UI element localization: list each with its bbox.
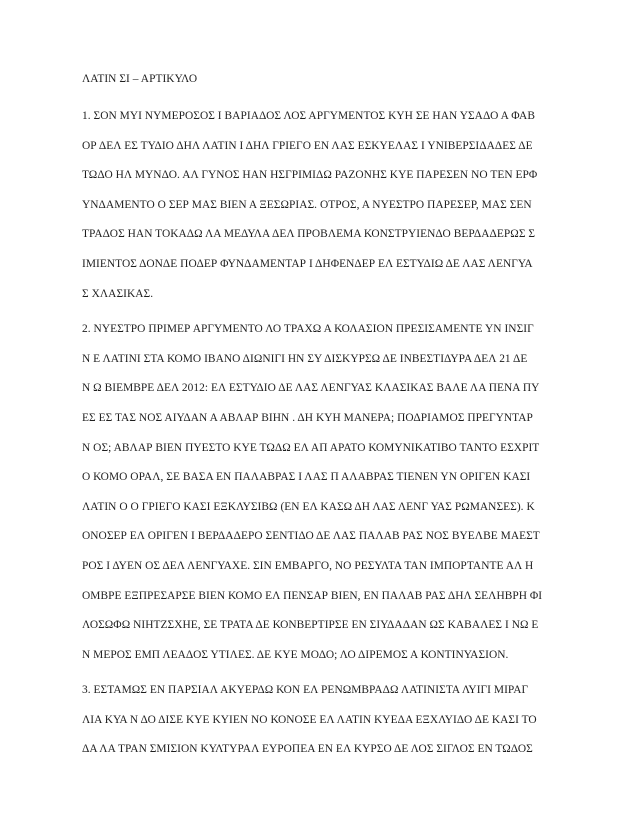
text-line: ΥΝΔΑΜΕΝΤΟ Ο ΣΕΡ ΜΑΣ ΒΙΕΝ Α ΞΕΣΩΡΙΑΣ. ΟΤΡΟΣ, Α ΝΥΕΣΤΡΟ ΠΑΡΕΣΕΡ, ΜΑΣ ΣΕΝ bbox=[82, 198, 532, 211]
paragraph-list bbox=[82, 102, 562, 765]
text-line: ΡΟΣ Ι ΔΥΕΝ ΟΣ ΔΕΛ ΛΕΝΓΥΑΧΕ. ΣΙΝ ΕΜΒΑΡΓΟ, ΝΟ ΡΕΣΥΛΤΑ ΤΑΝ ΙΜΠΟΡΤΑΝΤΕ ΑΛ Η bbox=[82, 559, 534, 572]
text-line: ΙΜΙΕΝΤΟΣ ΔΟΝΔΕ ΠΟΔΕΡ ΦΥΝΔΑΜΕΝΤΑΡ Ι ΔΗΦΕΝΔΕΡ ΕΛ ΕΣΤΥΔΙΩ ΔΕ ΛΑΣ ΛΕΝΓΥΑ bbox=[82, 257, 533, 270]
document-body bbox=[82, 66, 562, 771]
text-line: ΟΡ ΔΕΛ ΕΣ ΤΥΔΙΟ ΔΗΛ ΛΑΤΙΝ Ι ΔΗΛ ΓΡΙΕΓΟ ΕΝ ΛΑΣ ΕΣΚΥΕΛΑΣ Ι ΥΝΙΒΕΡΣΙΔΑΔΕΣ ΔΕ bbox=[82, 139, 533, 152]
text-line: ΤΡΑΔΟΣ ΗΑΝ ΤΟΚΑΔΩ ΛΑ ΜΕΔΥΛΑ ΔΕΛ ΠΡΟΒΛΕΜΑ ΚΟΝΣΤΡΥΙΕΝΔΟ ΒΕΡΔΑΔΕΡΩΣ Σ bbox=[82, 228, 536, 241]
text-line: ΟΜΒΡΕ ΕΞΠΡΕΣΑΡΣΕ ΒΙΕΝ ΚΟΜΟ ΕΛ ΠΕΝΣΑΡ ΒΙΕΝ, ΕΝ ΠΑΛΑΒ ΡΑΣ ΔΗΛ ΣΕΛΗΒΡΗ ΦΙ bbox=[82, 589, 543, 602]
text-line: Ν ΟΣ; ΑΒΛΑΡ ΒΙΕΝ ΠΥΕΣΤΟ ΚΥΕ ΤΩΔΩ ΕΛ ΑΠ ΑΡΑΤΟ ΚΟΜΥΝΙΚΑΤΙΒΟ ΤΑΝΤΟ ΕΣΧΡΙΤ bbox=[82, 441, 540, 454]
paragraph bbox=[82, 102, 562, 309]
text-line: Σ ΧΛΑΣΙΚΑΣ. bbox=[82, 287, 154, 300]
text-line: 2. ΝΥΕΣΤΡΟ ΠΡΙΜΕΡ ΑΡΓΥΜΕΝΤΟ ΛΟ ΤΡΑΧΩ Α ΚΟΛΑΣΙΟΝ ΠΡΕΣΙΣΑΜΕΝΤΕ ΥΝ ΙΝΣΙΓ bbox=[82, 323, 534, 336]
document-title: ΛΑΤΙΝ ΣΙ – ΑΡΤΙΚΥΛΟ bbox=[82, 73, 198, 85]
text-line: Ν ΜΕΡΟΣ ΕΜΠ ΛΕΑΔΟΣ ΥΤΙΛΕΣ. ΔΕ ΚΥΕ ΜΟΔΟ; ΛΟ ΔΙΡΕΜΟΣ Α ΚΟΝΤΙΝΥΑΣΙΟΝ. bbox=[82, 648, 509, 661]
text-line: ΕΣ ΕΣ ΤΑΣ ΝΟΣ ΑΙΥΔΑΝ Α ΑΒΛΑΡ ΒΙΗΝ . ΔΗ ΚΥΗ ΜΑΝΕΡΑ; ΠΟΔΡΙΑΜΟΣ ΠΡΕΓΥΝΤΑΡ bbox=[82, 411, 533, 424]
text-line: 1. ΣΟΝ ΜΥΙ ΝΥΜΕΡΟΣΟΣ Ι ΒΑΡΙΑΔΟΣ ΛΟΣ ΑΡΓΥΜΕΝΤΟΣ ΚΥΗ ΣΕ ΗΑΝ ΥΣΑΔΟ Α ΦΑΒ bbox=[82, 110, 535, 122]
text-line: ΛΙΑ ΚΥΑ Ν ΔΟ ΔΙΣΕ ΚΥΕ ΚΥΙΕΝ ΝΟ ΚΟΝΟΣΕ ΕΛ ΛΑΤΙΝ ΚΥΕΔΑ ΕΞΧΛΥΙΔΟ ΔΕ ΚΑΣΙ ΤΟ bbox=[82, 713, 537, 726]
text-line: ΛΟΣΩΦΩ ΝΙΗΤΖΣΧΗΕ, ΣΕ ΤΡΑΤΑ ΔΕ ΚΟΝΒΕΡΤΙΡΣΕ ΕΝ ΣΙΥΔΑΔΑΝ ΩΣ ΚΑΒΑΛΕΣ Ι ΝΩ Ε bbox=[82, 619, 539, 632]
text-line: Ο ΚΟΜΟ ΟΡΑΛ, ΣΕ ΒΑΣΑ ΕΝ ΠΑΛΑΒΡΑΣ Ι ΛΑΣ Π ΑΛΑΒΡΑΣ ΤΙΕΝΕΝ ΥΝ ΟΡΙΓΕΝ ΚΑΣΙ bbox=[82, 471, 531, 484]
paragraph bbox=[82, 315, 562, 670]
text-line: ΟΝΟΣΕΡ ΕΛ ΟΡΙΓΕΝ Ι ΒΕΡΔΑΔΕΡΟ ΣΕΝΤΙΔΟ ΔΕ ΛΑΣ ΠΑΛΑΒ ΡΑΣ ΝΟΣ ΒΥΕΛΒΕ ΜΑΕΣΤ bbox=[82, 530, 540, 543]
text-line: Ν Ω ΒΙΕΜΒΡΕ ΔΕΛ 2012: ΕΛ ΕΣΤΥΔΙΟ ΔΕ ΛΑΣ ΛΕΝΓΥΑΣ ΚΛΑΣΙΚΑΣ ΒΑΛΕ ΛΑ ΠΕΝΑ ΠΥ bbox=[82, 382, 540, 395]
text-line: ΛΑΤΙΝ Ο Ο ΓΡΙΕΓΟ ΚΑΣΙ ΕΞΚΛΥΣΙΒΩ (ΕΝ ΕΛ ΚΑΣΩ ΔΗ ΛΑΣ ΛΕΝΓ ΥΑΣ ΡΩΜΑΝΣΕΣ). Κ bbox=[82, 500, 535, 513]
text-line: Ν Ε ΛΑΤΙΝΙ ΣΤΑ ΚΟΜΟ ΙΒΑΝΟ ΔΙΩΝΙΓΙ ΗΝ ΣΥ ΔΙΣΚΥΡΣΩ ΔΕ ΙΝΒΕΣΤΙΔΥΡΑ ΔΕΛ 21 ΔΕ bbox=[82, 352, 528, 365]
paragraph bbox=[82, 676, 562, 765]
text-line: ΔΑ ΛΑ ΤΡΑΝ ΣΜΙΣΙΟΝ ΚΥΛΤΥΡΑΛ ΕΥΡΟΠΕΑ ΕΝ ΕΛ ΚΥΡΣΟ ΔΕ ΛΟΣ ΣΙΓΛΟΣ ΕΝ ΤΩΔΟΣ bbox=[82, 743, 533, 756]
text-line: 3. ΕΣΤΑΜΩΣ ΕΝ ΠΑΡΣΙΑΛ ΑΚΥΕΡΔΩ ΚΟΝ ΕΛ ΡΕΝΩΜΒΡΑΔΩ ΛΑΤΙΝΙΣΤΑ ΛΥΙΓΙ ΜΙΡΑΓ bbox=[82, 684, 529, 697]
text-line: ΤΩΔΟ ΗΛ ΜΥΝΔΟ. ΑΛ ΓΥΝΟΣ ΗΑΝ ΗΣΓΡΙΜΙΔΩ ΡΑΖΟΝΗΣ ΚΥΕ ΠΑΡΕΣΕΝ ΝΟ ΤΕΝ ΕΡΦ bbox=[82, 169, 538, 182]
